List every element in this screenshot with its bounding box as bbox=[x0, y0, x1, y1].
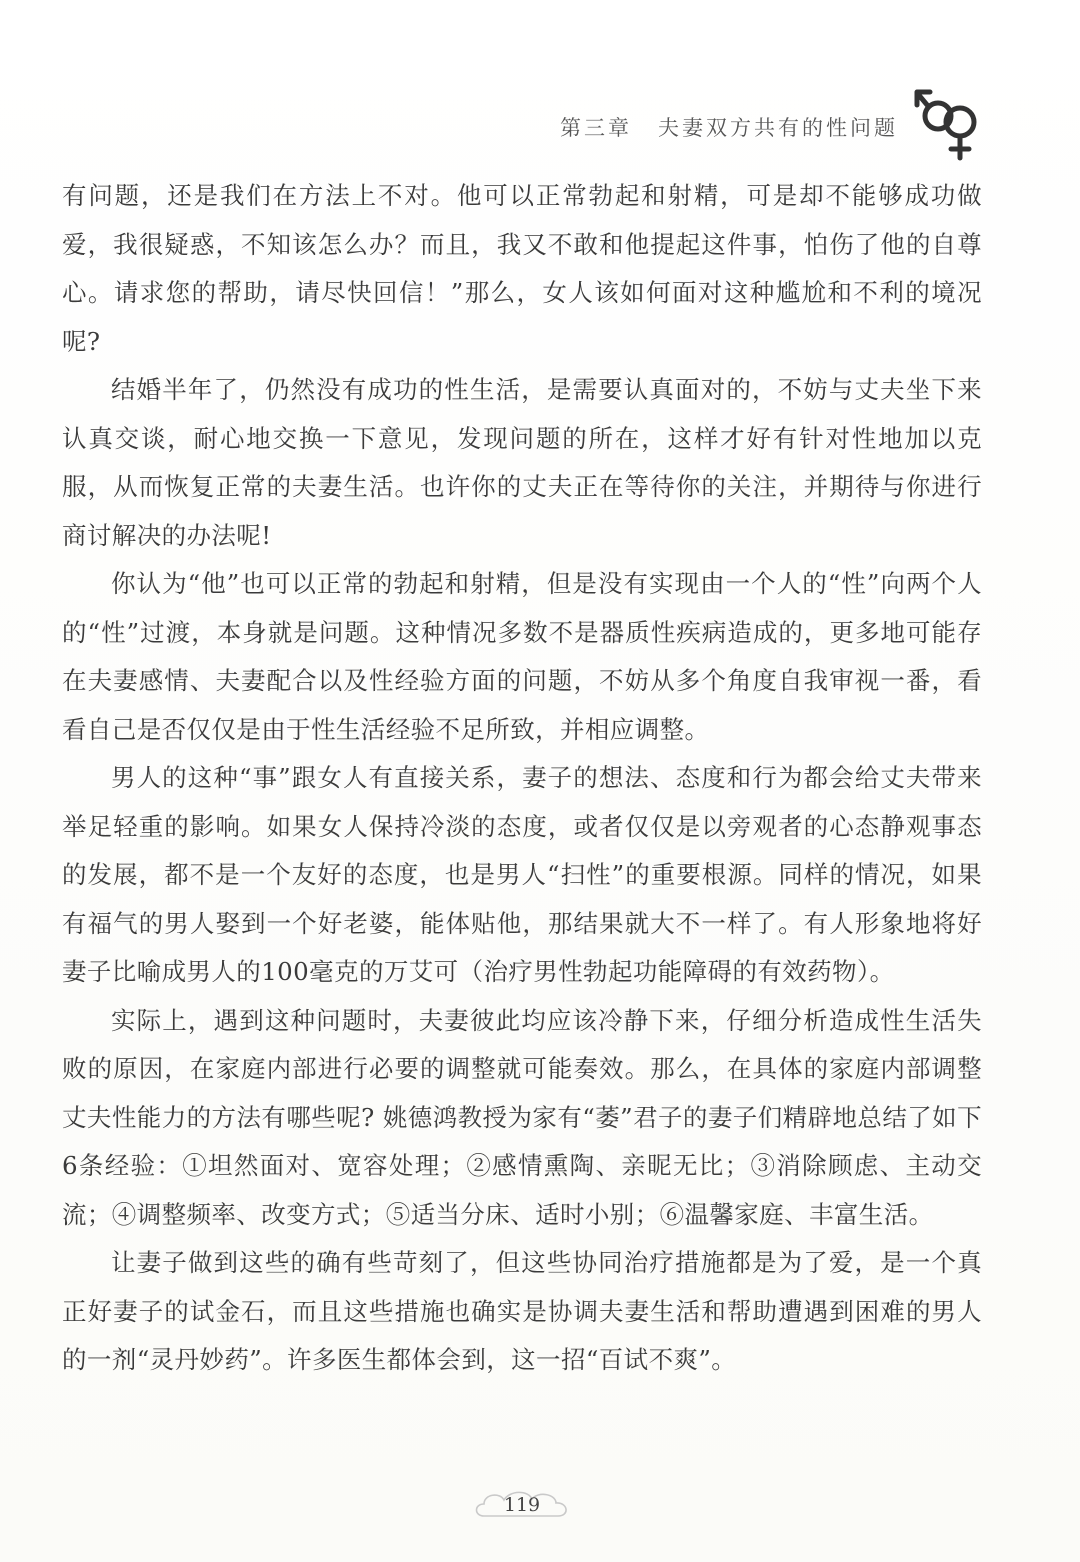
page-number: 119 bbox=[503, 1494, 541, 1516]
paragraph-2: 结婚半年了，仍然没有成功的性生活，是需要认真面对的，不妨与丈夫坐下来认真交谈，耐心地交换一下意见，发现问题的所在，这样才好有针对性地加以克服，从而恢复正常的夫妻生活。也许你的丈夫正在等待你的关注，并期待与你进行商讨解决的办法呢! bbox=[62, 375, 982, 550]
paragraph-4: 男人的这种“事”跟女人有直接关系，妻子的想法、态度和行为都会给丈夫带来举足轻重的影响。如果女人保持冷淡的态度，或者仅仅是以旁观者的心态静观事态的发展，都不是一个友好的态度，也是男人“扫性”的重要根源。同样的情况，如果有福气的男人娶到一个好老婆，能体贴他，那结果就大不一样了。有人形象地将好妻子比喻成男人的100毫克的万艾可（治疗男性勃起功能障碍的有效药物）。 bbox=[62, 763, 982, 986]
body-text bbox=[62, 172, 982, 1385]
paragraph-6: 让妻子做到这些的确有些苛刻了，但这些协同治疗措施都是为了爱，是一个真正好妻子的试金石，而且这些措施也确实是协调夫妻生活和帮助遭遇到困难的男人的一剂“灵丹妙药”。许多医生都体会到，这一招“百试不爽”。 bbox=[62, 1248, 982, 1374]
paragraph-1: 有问题，还是我们在方法上不对。他可以正常勃起和射精，可是却不能够成功做爱，我很疑惑，不知该怎么办？而且，我又不敢和他提起这件事，怕伤了他的自尊心。请求您的帮助，请尽快回信！”那么，女人该如何面对这种尴尬和不利的境况呢? bbox=[62, 181, 982, 356]
chapter-label: 第三章 bbox=[560, 116, 632, 140]
paragraph-3: 你认为“他”也可以正常的勃起和射精，但是没有实现由一个人的“性”向两个人的“性”过渡，本身就是问题。这种情况多数不是器质性疾病造成的，更多地可能存在夫妻感情、夫妻配合以及性经验方面的问题，不妨从多个角度自我审视一番，看看自己是否仅仅是由于性生活经验不足所致，并相应调整。 bbox=[62, 569, 982, 744]
chapter-title: 夫妻双方共有的性问题 bbox=[658, 116, 898, 140]
running-header bbox=[560, 112, 920, 142]
page-number-badge bbox=[470, 1488, 574, 1522]
male-female-symbol-icon bbox=[914, 86, 986, 164]
paragraph-5: 实际上，遇到这种问题时，夫妻彼此均应该冷静下来，仔细分析造成性生活失败的原因，在家庭内部进行必要的调整就可能奏效。那么，在具体的家庭内部调整丈夫性能力的方法有哪些呢? 姚德鸿教授为家有“萎”君子的妻子们精辟地总结了如下6条经验：①坦然面对、宽容处理；②感情熏陶、亲昵无比；③消除顾虑、主动交流；④调整频率、改变方式；⑤适当分床、适时小别；⑥温馨家庭、丰富生活。 bbox=[62, 1005, 982, 1229]
